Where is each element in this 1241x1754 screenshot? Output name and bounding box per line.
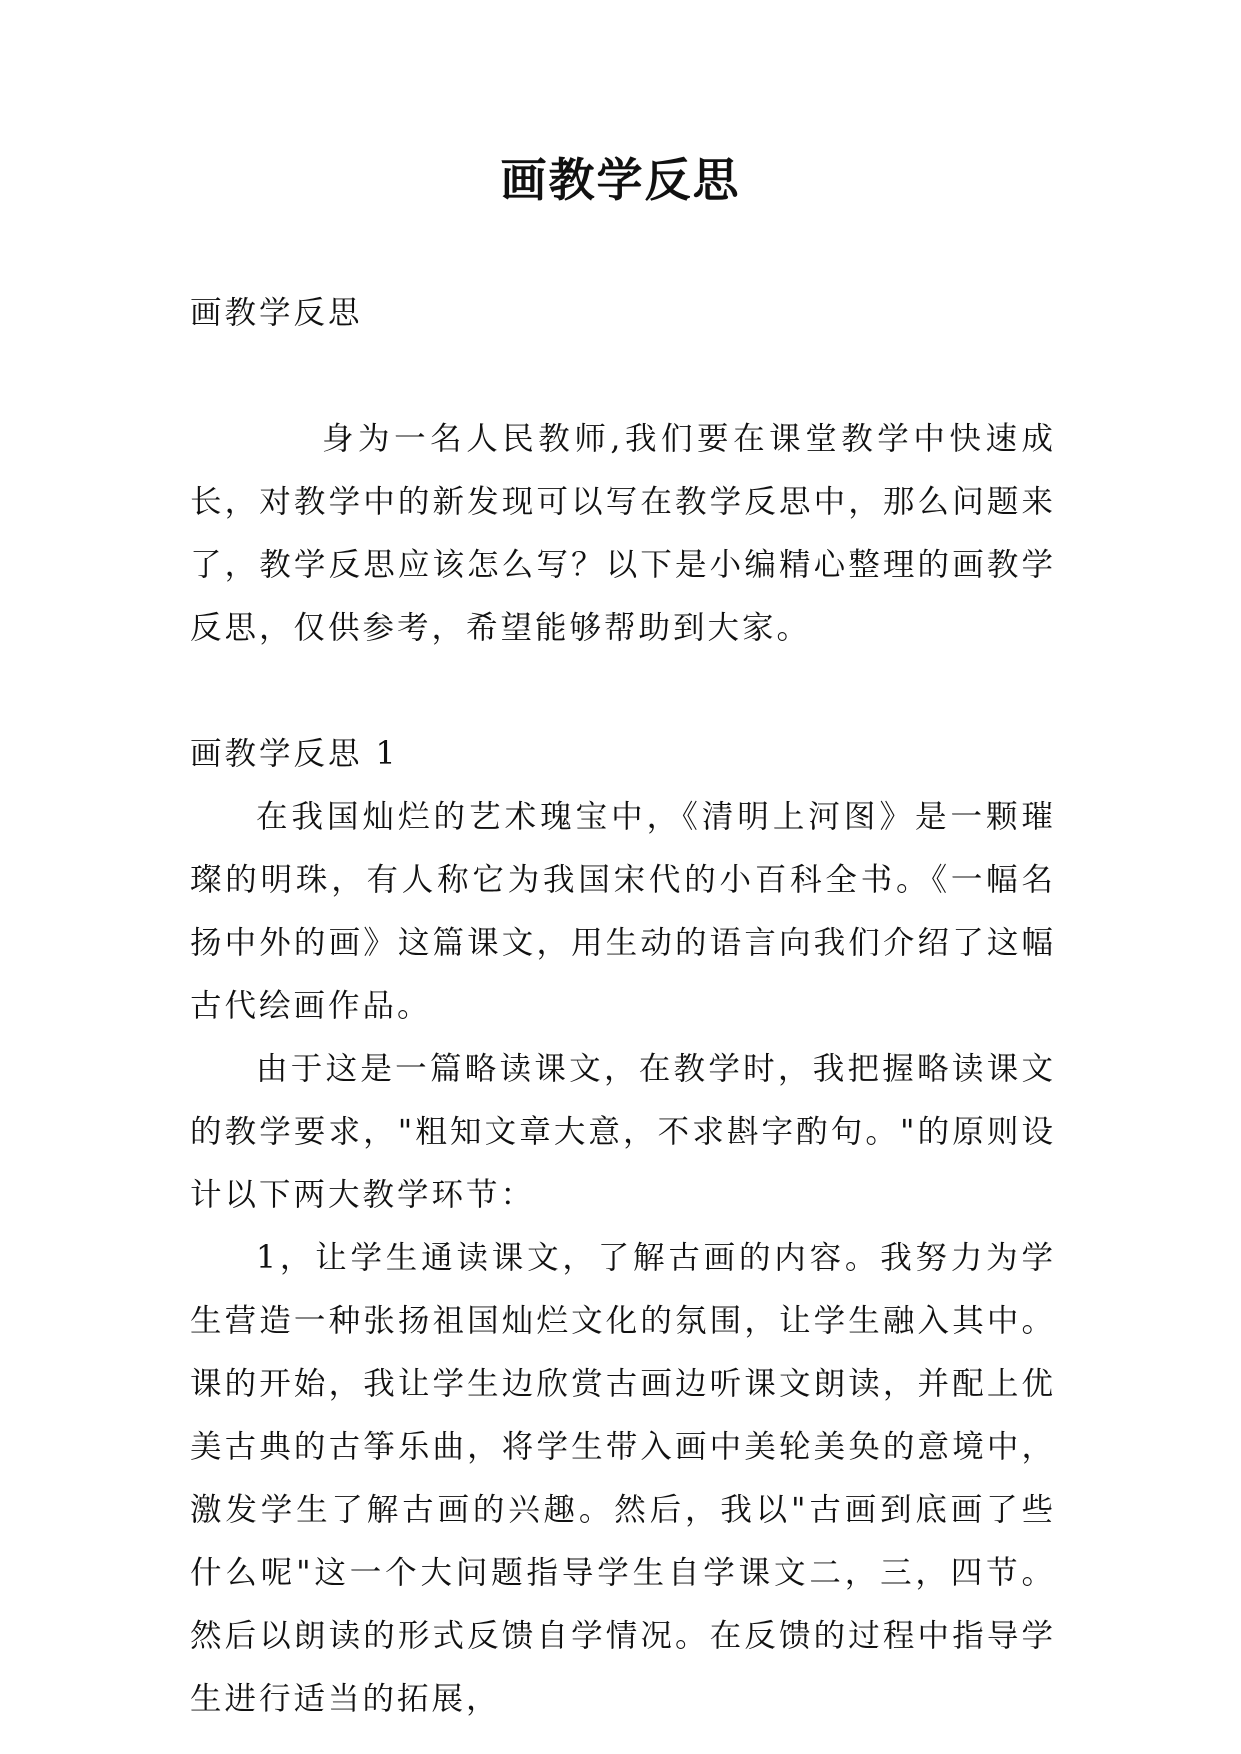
body-paragraph: 1，让学生通读课文，了解古画的内容。我努力为学生营造一种张扬祖国灿烂文化的氛围，让学生融入其中。课的开始，我让学生边欣赏古画边听课文朗读，并配上优美古典的古筝乐曲，将学生带入画中美轮美奂的意境中，激发学生了解古画的兴趣。然后，我以"古画到底画了些什么呢"这一个大问题指导学生自学课文二，三，四节。然后以朗读的形式反馈自学情况。在反馈的过程中指导学生进行适当的拓展， xyxy=(190,1240,1056,1717)
body-paragraph: 在我国灿烂的艺术瑰宝中，《清明上河图》是一颗璀璨的明珠，有人称它为我国宋代的小百科全书。《一幅名扬中外的画》这篇课文，用生动的语言向我们介绍了这幅古代绘画作品。 xyxy=(190,799,1056,1024)
document-title: 画教学反思 xyxy=(500,153,741,207)
document-body xyxy=(190,282,1056,1731)
section-heading: 画教学反思 1 xyxy=(190,736,399,772)
body-paragraph: 由于这是一篇略读课文，在教学时，我把握略读课文的教学要求，"粗知文章大意，不求斟字酌句。"的原则设计以下两大教学环节： xyxy=(190,1051,1056,1213)
intro-paragraph: 身为一名人民教师,我们要在课堂教学中快速成长，对教学中的新发现可以写在教学反思中，那么问题来了，教学反思应该怎么写？以下是小编精心整理的画教学反思，仅供参考，希望能够帮助到大家。 xyxy=(190,421,1056,646)
document-subtitle: 画教学反思 xyxy=(190,295,363,331)
